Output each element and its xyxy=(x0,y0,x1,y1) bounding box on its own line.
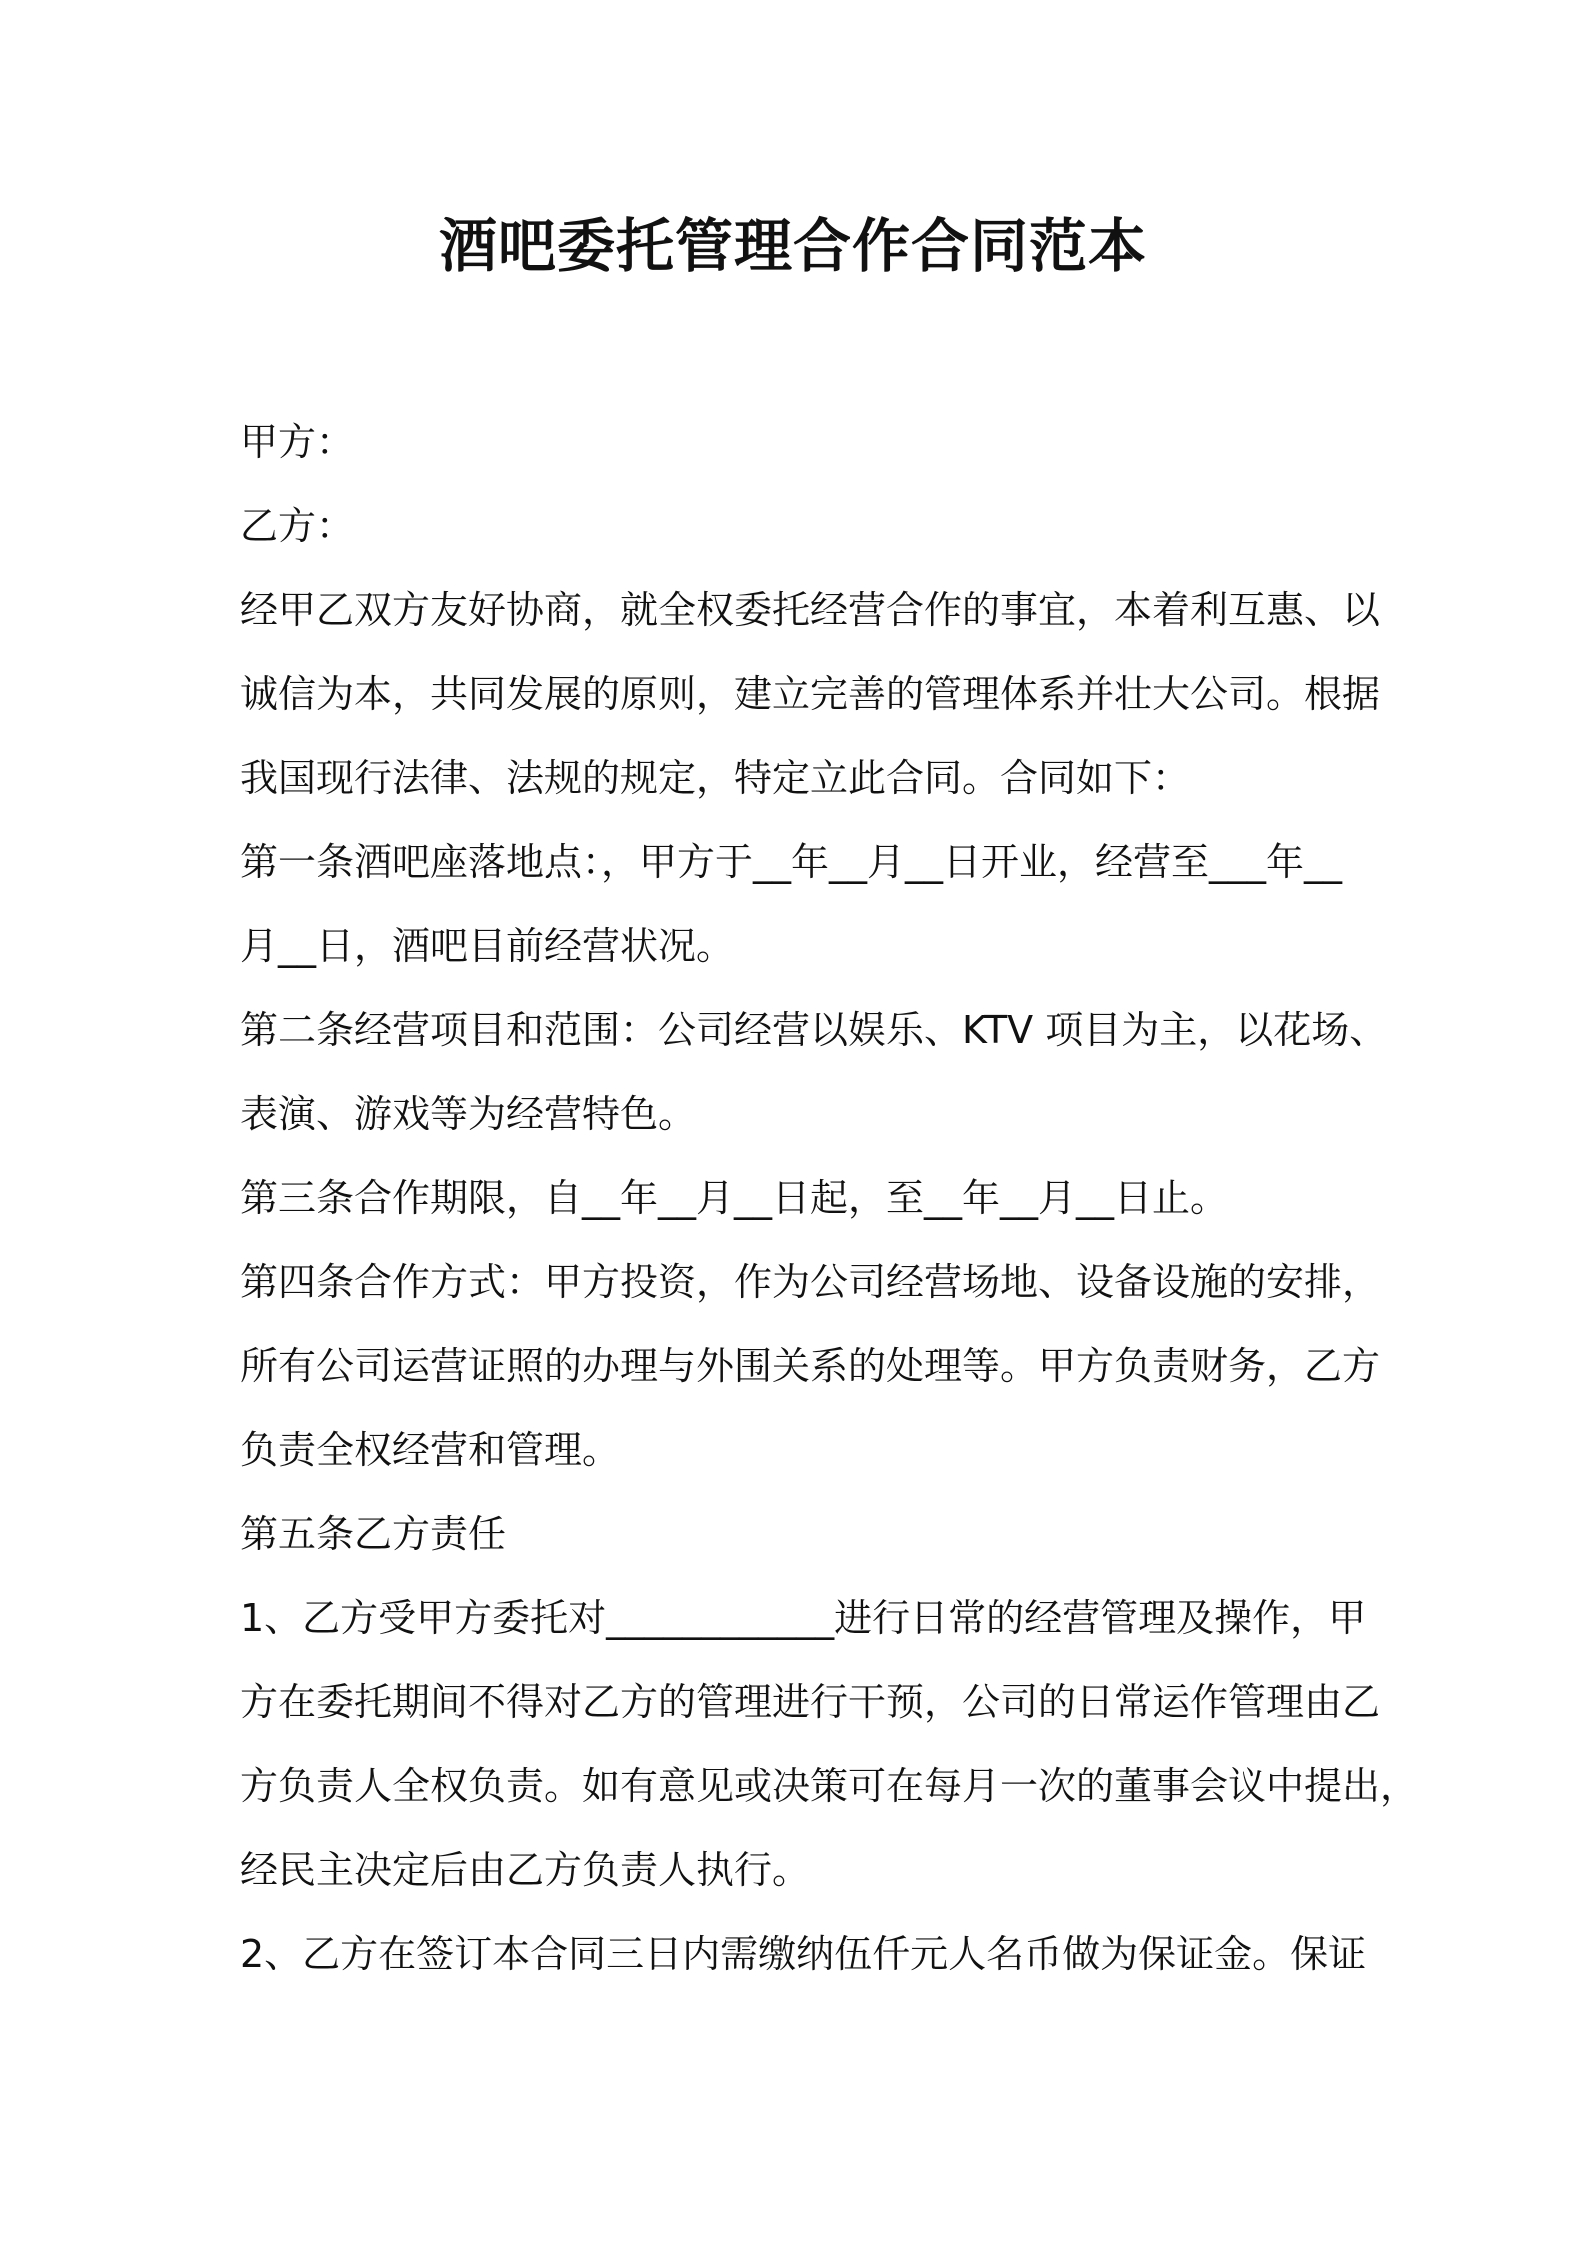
preamble-line-2: 诚信为本，共同发展的原则，建立完善的管理体系并壮大公司。根据 xyxy=(240,672,1381,716)
article-4-line-2: 所有公司运营证照的办理与外围关系的处理等。甲方负责财务，乙方 xyxy=(240,1344,1381,1388)
article-1-line-1: 第一条酒吧座落地点：，甲方于__年__月__日开业，经营至___年__ xyxy=(240,840,1343,884)
article-2-line-2: 表演、游戏等为经营特色。 xyxy=(240,1092,697,1136)
article-5-item-1-line-1: 1、乙方受甲方委托对____________进行日常的经营管理及操作，甲 xyxy=(240,1596,1367,1640)
article-5-item-1-line-2: 方在委托期间不得对乙方的管理进行干预，公司的日常运作管理由乙 xyxy=(240,1680,1381,1724)
article-3-line-1: 第三条合作期限，自__年__月__日起，至__年__月__日止。 xyxy=(240,1176,1229,1220)
article-5-item-1-line-3: 方负责人全权负责。如有意见或决策可在每月一次的董事会议中提出， xyxy=(240,1764,1419,1808)
article-2-line-1: 第二条经营项目和范围：公司经营以娱乐、KTV 项目为主，以花场、 xyxy=(240,1008,1388,1052)
article-5-item-2-line-1: 2、乙方在签订本合同三日内需缴纳伍仟元人名币做为保证金。保证 xyxy=(240,1932,1367,1976)
document-title: 酒吧委托管理合作合同范本 xyxy=(438,212,1147,280)
party-a-line: 甲方： xyxy=(240,420,355,464)
article-5-item-1-line-4: 经民主决定后由乙方负责人执行。 xyxy=(240,1848,811,1892)
article-1-line-2: 月__日，酒吧目前经营状况。 xyxy=(240,924,735,968)
document-body xyxy=(240,400,1419,1996)
article-4-line-3: 负责全权经营和管理。 xyxy=(240,1428,621,1472)
preamble-line-3: 我国现行法律、法规的规定，特定立此合同。合同如下： xyxy=(240,756,1191,800)
preamble-line-1: 经甲乙双方友好协商，就全权委托经营合作的事宜，本着利互惠、以 xyxy=(240,588,1381,632)
party-b-line: 乙方： xyxy=(240,504,355,548)
article-4-line-1: 第四条合作方式：甲方投资，作为公司经营场地、设备设施的安排， xyxy=(240,1260,1381,1304)
article-5-heading: 第五条乙方责任 xyxy=(240,1512,507,1556)
